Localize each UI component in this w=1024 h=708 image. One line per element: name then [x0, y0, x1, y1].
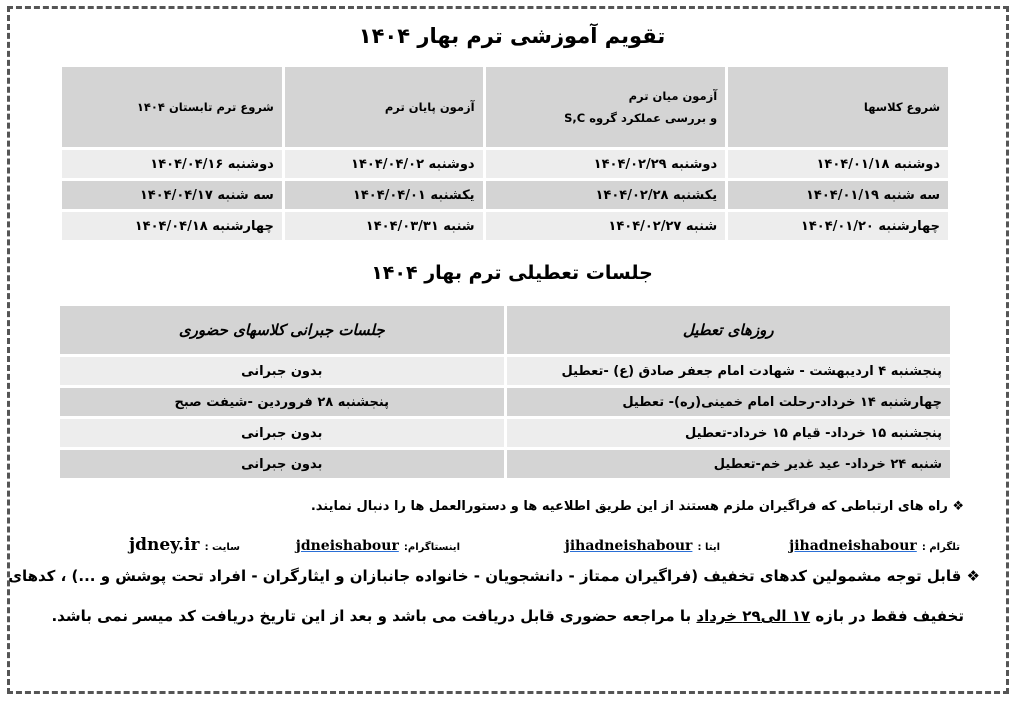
holiday-cell: پنجشنبه ۴ اردیبهشت - شهادت امام جعفر صادق (ع) -تعطیل: [507, 357, 951, 385]
table-cell: دوشنبه ۱۴۰۴/۰۱/۱۸: [728, 150, 948, 178]
header-final-exam: [285, 67, 483, 147]
header-label-line2: و بررسی عملکرد گروه S,C: [564, 111, 718, 125]
makeup-cell: بدون جبرانی: [60, 450, 504, 478]
discount-note: ❖ قابل توجه مشمولین کدهای تخفیف (فراگیران ممتاز - دانشجویان - خانواده جانبازان و ایثارگران - افراد تحت پوشش و ...) ، کدهای: [8, 567, 980, 585]
header-summer-start: [62, 67, 282, 147]
telegram-link[interactable]: jihadneishabour: [789, 538, 917, 554]
table-row: [62, 181, 948, 209]
table-cell: دوشنبه ۱۴۰۴/۰۴/۱۶: [62, 150, 282, 178]
table-row: [62, 150, 948, 178]
discount-date-range: ۱۷ الی۲۹ خرداد: [696, 607, 811, 625]
header-makeup-sessions: جلسات جبرانی کلاسهای حضوری: [60, 306, 504, 354]
table-cell: چهارشنبه ۱۴۰۴/۰۱/۲۰: [728, 212, 948, 240]
header-label: شروع ترم تابستان ۱۴۰۴: [136, 100, 274, 114]
calendar-header-row: [62, 67, 948, 147]
telegram-entry: [789, 535, 960, 554]
table-cell: سه شنبه ۱۴۰۴/۰۴/۱۷: [62, 181, 282, 209]
table-cell: یکشنبه ۱۴۰۴/۰۲/۲۸: [486, 181, 726, 209]
telegram-label: تلگرام :: [921, 542, 960, 553]
header-holidays: روزهای تعطیل: [507, 306, 951, 354]
header-class-start: [728, 67, 948, 147]
site-entry: [129, 535, 240, 555]
calendar-table: [59, 64, 951, 243]
makeup-cell: بدون جبرانی: [60, 419, 504, 447]
holiday-cell: چهارشنبه ۱۴ خرداد-رحلت امام خمینی(ره)- تعطیل: [507, 388, 951, 416]
site-label: سایت :: [204, 542, 240, 553]
header-label: آزمون پایان ترم: [384, 100, 475, 114]
table-row: [62, 212, 948, 240]
makeup-cell: بدون جبرانی: [60, 357, 504, 385]
page-title: تقویم آموزشی ترم بهار ۱۴۰۴: [358, 24, 666, 48]
holidays-header-row: [60, 306, 950, 354]
holidays-title: جلسات تعطیلی ترم بهار ۱۴۰۴: [371, 262, 653, 284]
eitaa-link[interactable]: jihadneishabour: [564, 538, 693, 554]
instagram-link[interactable]: jdneishabour: [295, 538, 399, 554]
header-midterm: [486, 67, 726, 147]
table-cell: یکشنبه ۱۴۰۴/۰۴/۰۱: [285, 181, 483, 209]
eitaa-label: ایتا :: [697, 542, 720, 553]
table-cell: شنبه ۱۴۰۴/۰۳/۳۱: [285, 212, 483, 240]
holiday-cell: شنبه ۲۴ خرداد- عید غدیر خم-تعطیل: [507, 450, 951, 478]
instagram-label: اینستاگرام:: [403, 542, 460, 553]
social-links: [40, 535, 970, 557]
table-cell: دوشنبه ۱۴۰۴/۰۲/۲۹: [486, 150, 726, 178]
discount-note-continued: [51, 607, 964, 625]
site-link[interactable]: jdney.ir: [129, 535, 200, 555]
discount-text-before: تخفیف فقط در بازه: [815, 607, 964, 625]
instagram-entry: [296, 535, 460, 554]
contact-note: ❖ راه های ارتباطی که فراگیران ملزم هستند از این طریق اطلاعیه ها و دستورالعمل ها را دنبال نمایند.: [310, 499, 964, 514]
holidays-table: [57, 303, 953, 481]
discount-text-after: با مراجعه حضوری قابل دریافت می باشد و بعد از این تاریخ دریافت کد میسر نمی باشد.: [51, 607, 692, 625]
header-label: شروع کلاسها: [863, 100, 940, 114]
header-label: آزمون میان ترم: [628, 89, 718, 103]
table-cell: سه شنبه ۱۴۰۴/۰۱/۱۹: [728, 181, 948, 209]
holiday-cell: پنجشنبه ۱۵ خرداد- قیام ۱۵ خرداد-تعطیل: [507, 419, 951, 447]
table-row: [60, 419, 950, 447]
eitaa-entry: [565, 535, 720, 554]
makeup-cell: پنجشنبه ۲۸ فروردین -شیفت صبح: [60, 388, 504, 416]
table-row: [60, 357, 950, 385]
table-row: [60, 388, 950, 416]
table-cell: دوشنبه ۱۴۰۴/۰۴/۰۲: [285, 150, 483, 178]
table-cell: شنبه ۱۴۰۴/۰۲/۲۷: [486, 212, 726, 240]
table-cell: چهارشنبه ۱۴۰۴/۰۴/۱۸: [62, 212, 282, 240]
table-row: [60, 450, 950, 478]
